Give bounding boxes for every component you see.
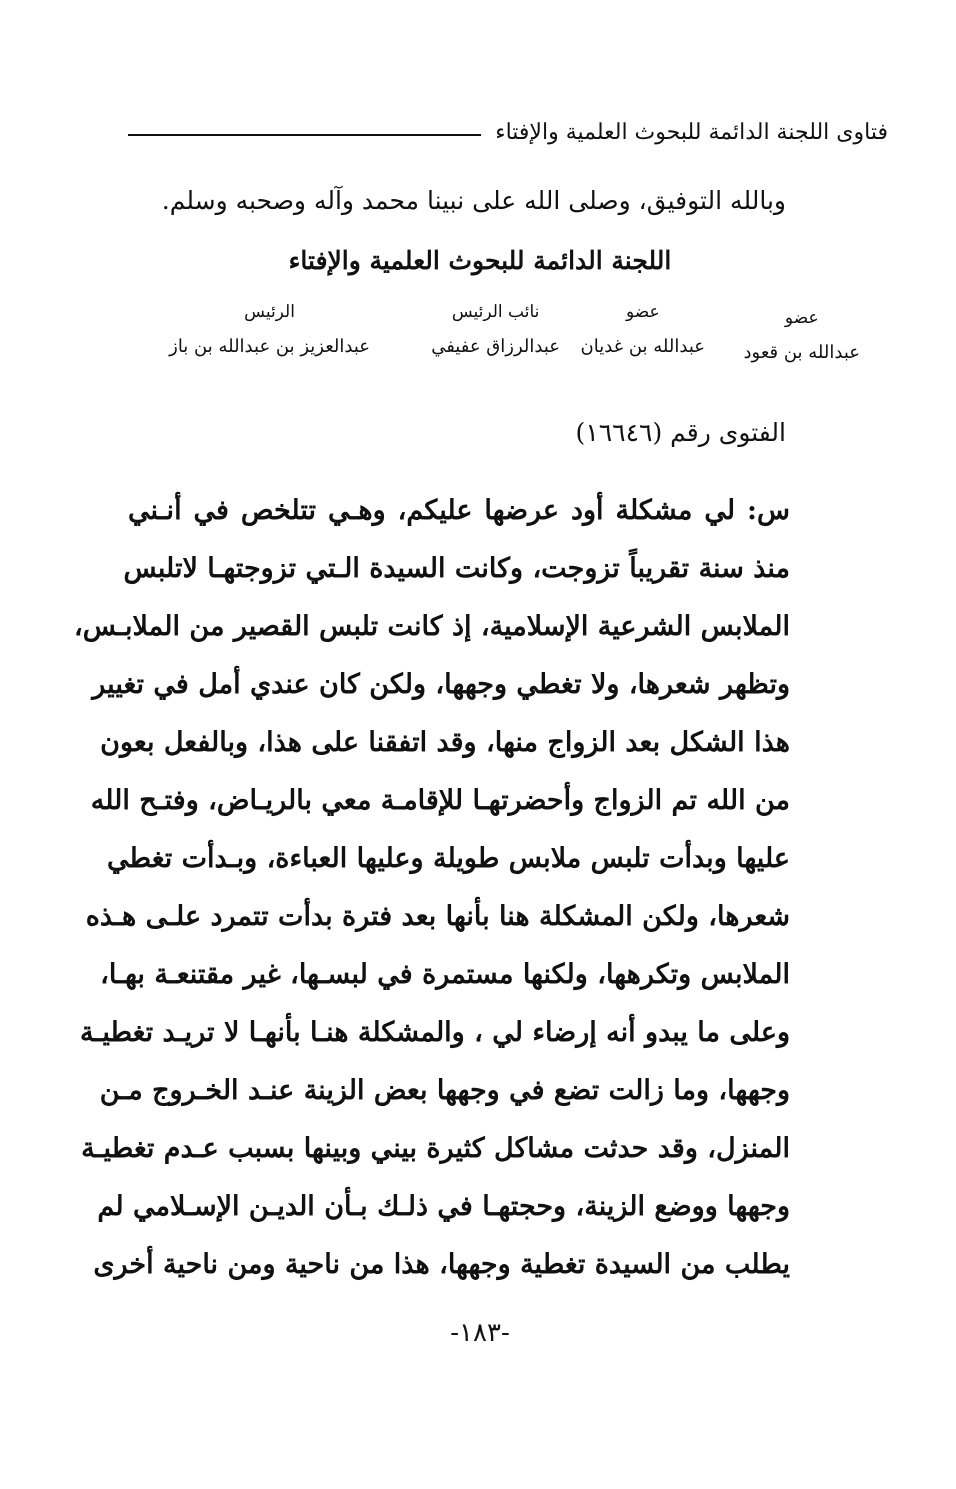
- committee-heading: اللجنة الدائمة للبحوث العلمية والإفتاء: [288, 246, 672, 275]
- signature-name: عبدالله بن قعود: [743, 342, 860, 363]
- signature-name: عبدالله بن غديان: [580, 336, 705, 357]
- question-line: وجهها، وما زالت تضع في وجهها بعض الزينة عنـد الخـروج مـن: [99, 1075, 790, 1106]
- question-line: وتظهر شعرها، ولا تغطي وجهها، ولكن كان عندي أمل في تغيير: [92, 669, 790, 700]
- signature-member-2: [581, 302, 705, 357]
- question-line: منذ سنة تقريباً تزوجت، وكانت السيدة الـتي تزوجتهـا لاتلبس: [123, 553, 790, 584]
- question-line: المنزل، وقد حدثت مشاكل كثيرة بيني وبينها بسبب عـدم تغطيـة: [81, 1133, 790, 1164]
- signature-role: عضو: [784, 308, 819, 328]
- fatwa-number: الفتوى رقم (١٦٦٤٦): [575, 418, 786, 447]
- running-header-title: فتاوى اللجنة الدائمة للبحوث العلمية والإفتاء: [495, 119, 888, 145]
- question-line: وعلى ما يبدو أنه إرضاء لي ، والمشكلة هنـا بأنهـا لا تريـد تغطيـة: [79, 1017, 790, 1048]
- running-header: [128, 112, 888, 152]
- header-rule: [128, 134, 481, 136]
- signature-block: [140, 302, 860, 382]
- question-line: من الله تم الزواج وأحضرتهـا للإقامـة معي بالريـاض، وفتـح الله: [90, 785, 790, 816]
- question-line: الملابس الشرعية الإسلامية، إذ كانت تلبس القصير من الملابـس،: [74, 611, 790, 642]
- question-line: وجهها ووضع الزينة، وحجتهـا في ذلـك بـأن الديـن الإسـلامي لم: [97, 1191, 790, 1222]
- signature-role: عضو: [625, 302, 660, 322]
- page-number: -١٨٣-: [450, 1318, 510, 1348]
- question-body: [74, 482, 790, 1294]
- question-line: الملابس وتكرهها، ولكنها مستمرة في لبسـها، غير مقتنعـة بهـا،: [100, 959, 790, 990]
- signature-name: عبدالرزاق عفيفي: [431, 336, 560, 357]
- question-line: شعرها، ولكن المشكلة هنا بأنها بعد فترة بدأت تتمرد علـى هـذه: [85, 901, 790, 932]
- question-line: س: لي مشكلة أود عرضها عليكم، وهـي تتلخص في أنـني: [128, 495, 790, 526]
- signature-vice-president: [431, 302, 560, 357]
- question-line: هذا الشكل بعد الزواج منها، وقد اتفقنا على هذا، وبالفعل بعون: [100, 727, 790, 758]
- question-line: عليها وبدأت تلبس ملابس طويلة وعليها العباءة، وبـدأت تغطي: [107, 843, 790, 874]
- signature-role: نائب الرئيس: [451, 302, 540, 322]
- signature-president: [169, 302, 370, 357]
- signature-member-1: [744, 308, 860, 363]
- signature-role: الرئيس: [244, 302, 295, 322]
- closing-line: وبالله التوفيق، وصلى الله على نبينا محمد وآله وصحبه وسلم.: [161, 186, 786, 215]
- question-line: يطلب من السيدة تغطية وجهها، هذا من ناحية ومن ناحية أخرى: [93, 1249, 790, 1280]
- signature-name: عبدالعزيز بن عبدالله بن باز: [169, 336, 370, 357]
